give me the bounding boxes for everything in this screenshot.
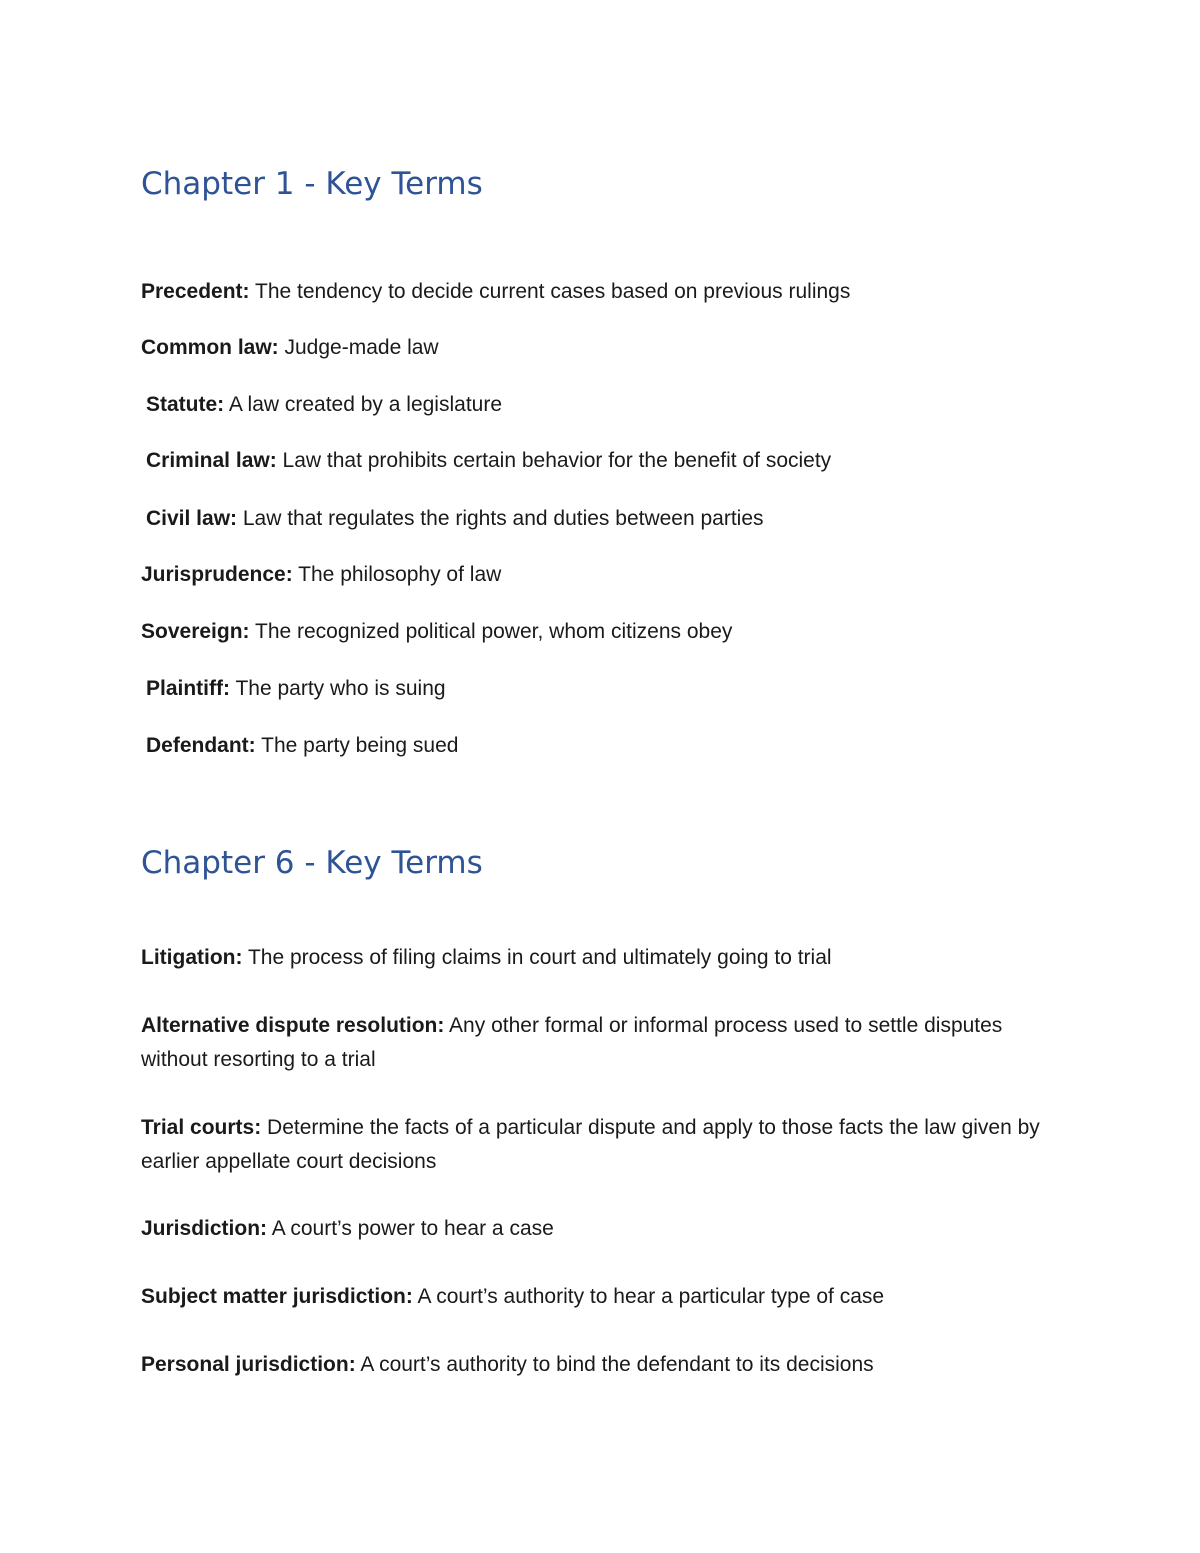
term-definition: The tendency to decide current cases based on previous rulings [249, 280, 851, 303]
term-definition: The process of filing claims in court and ultimately going to trial [242, 946, 832, 969]
term-definition: Judge-made law [278, 336, 439, 359]
term-name: Jurisprudence: [141, 563, 293, 586]
term-entry-statute [146, 388, 1046, 422]
term-definition: Law that prohibits certain behavior for the benefit of society [276, 449, 832, 472]
term-name: Precedent: [141, 280, 250, 303]
term-definition: Any other formal or informal process used to settle disputes without resorting to a trial [141, 1014, 1003, 1071]
term-name: Defendant: [146, 734, 256, 757]
term-name: Trial courts: [141, 1116, 262, 1139]
term-definition: The philosophy of law [292, 563, 502, 586]
term-name: Personal jurisdiction: [141, 1353, 356, 1376]
term-name: Statute: [146, 393, 225, 416]
term-entry-jurisdiction [141, 1212, 1041, 1246]
term-definition: A court’s power to hear a case [267, 1217, 554, 1240]
term-entry-criminal-law [146, 444, 1046, 478]
term-name: Jurisdiction: [141, 1217, 268, 1240]
term-entry-personal-jurisdiction [141, 1348, 1041, 1382]
term-name: Plaintiff: [146, 677, 230, 700]
term-definition: Law that regulates the rights and duties between parties [237, 507, 764, 530]
term-definition: The party who is suing [230, 677, 446, 700]
chapter-6-heading: Chapter 6 - Key Terms [141, 845, 483, 881]
term-name: Sovereign: [141, 620, 250, 643]
term-entry-alternative-dispute-resolution [141, 1009, 1041, 1077]
term-name: Subject matter jurisdiction: [141, 1285, 413, 1308]
term-name: Common law: [141, 336, 279, 359]
term-entry-defendant [146, 729, 1046, 763]
chapter-1-heading: Chapter 1 - Key Terms [141, 166, 483, 202]
term-entry-litigation [141, 941, 1041, 975]
term-entry-civil-law [146, 502, 1046, 536]
term-entry-sovereign [141, 615, 1041, 649]
term-definition: A court’s authority to bind the defendant to its decisions [355, 1353, 874, 1376]
term-name: Litigation: [141, 946, 243, 969]
term-definition: The recognized political power, whom citizens obey [249, 620, 733, 643]
term-entry-common-law [141, 331, 1041, 365]
term-name: Civil law: [146, 507, 238, 530]
term-definition: The party being sued [255, 734, 459, 757]
term-definition: Determine the facts of a particular dispute and apply to those facts the law given by earlier appellate court decisions [141, 1116, 1040, 1173]
term-entry-jurisprudence [141, 558, 1041, 592]
term-definition: A law created by a legislature [224, 393, 503, 416]
term-entry-subject-matter-jurisdiction [141, 1280, 1041, 1314]
term-name: Criminal law: [146, 449, 277, 472]
term-entry-plaintiff [146, 672, 1046, 706]
term-name: Alternative dispute resolution: [141, 1014, 445, 1037]
term-definition: A court’s authority to hear a particular type of case [412, 1285, 885, 1308]
term-entry-trial-courts [141, 1111, 1041, 1179]
term-entry-precedent [141, 275, 1041, 309]
